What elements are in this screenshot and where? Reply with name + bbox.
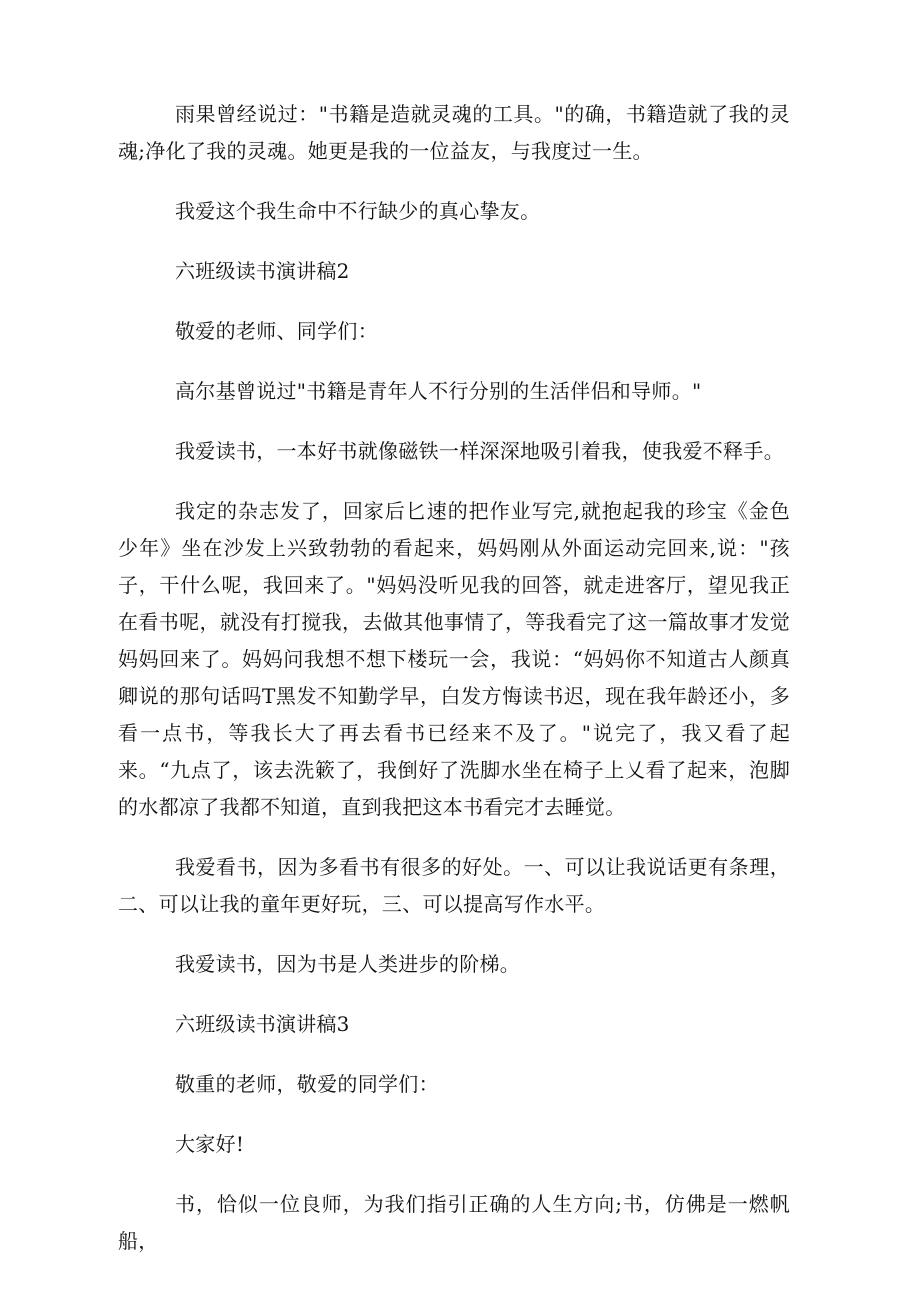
paragraph-love-reading: 我爱读书，一本好书就像磁铁一样深深地吸引着我，使我爱不释手。 (175, 439, 784, 463)
paragraph-gorky-quote: 高尔基曾说过"书籍是青年人不行分别的生活伴侣和导师。" (175, 379, 702, 403)
section-heading-speech-2: 六班级读书演讲稿2 (175, 259, 350, 283)
paragraph-hello: 大家好! (175, 1132, 245, 1156)
paragraph-magazine-story: 我定的杂志发了，回家后匕速的把作业写完,就抱起我的珍宝《金色少年》坐在沙发上兴致勃勃的看起来，妈妈刚从外面运动完回来,说："孩子，干什么呢，我回来了。"妈妈没听见我的回答，就走进客厅，望见我正在看书呢，就没有打搅我，去做其他事情了，等我看完了这一篇故事才发觉妈妈回来了。妈妈问我想不想下楼玩一会，我说：“妈妈你不知道古人颜真卿说的那句话吗T黑发不知勤学早，白发方悔读书迟，现在我年龄还小，多看一点书，等我长大了再去看书已经来不及了。"说完了，我又看了起来。“九点了，该去洗簌了，我倒好了洗脚水坐在椅子上乂看了起来，泡脚的水都凉了我都不知道，直到我把这本书看完才去睡觉。 (118, 499, 790, 819)
paragraph-hugo-quote: 雨果曾经说过："书籍是造就灵魂的工具。"的确，书籍造就了我的灵魂;净化了我的灵魂。她更是我的一位益友，与我度过一生。 (118, 102, 790, 163)
paragraph-true-friend: 我爱这个我生命中不行缺少的真心挚友。 (175, 199, 541, 223)
paragraph-book-mentor: 书，恰似一位良师，为我们指引正确的人生方向;书，仿佛是一燃帆船， (118, 1192, 790, 1253)
paragraph-benefits: 我爱看书，因为多看书有很多的好处。一、可以让我说话更有条理，二、可以让我的童年更好玩，三、可以提高写作水平。 (118, 855, 790, 916)
paragraph-ladder: 我爱读书，因为书是人类进步的阶梯。 (175, 952, 521, 976)
section-heading-speech-3: 六班级读书演讲稿3 (175, 1012, 350, 1036)
paragraph-greeting-3: 敬重的老师，敬爱的同学们： (175, 1072, 439, 1096)
paragraph-greeting-2: 敬爱的老师、同学们： (175, 319, 378, 343)
document-body (118, 96, 790, 1283)
